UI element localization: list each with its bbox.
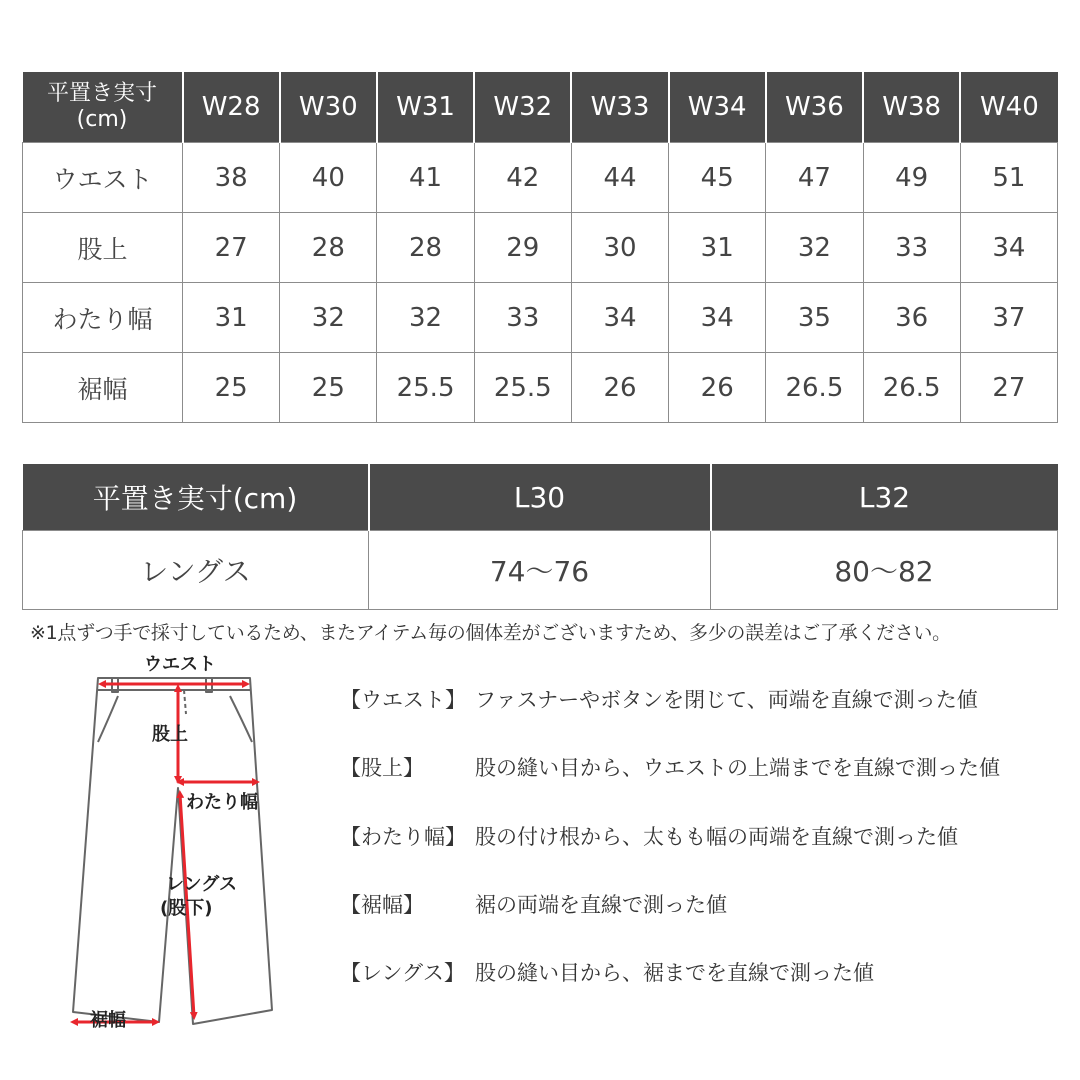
col-header: W31 (377, 72, 474, 143)
table-cell: 74〜76 (369, 531, 711, 610)
diagram-label-thigh: わたり幅 (186, 792, 258, 813)
diagram-label-inseam-sub: (股下) (160, 898, 213, 919)
row-label: レングス (23, 531, 369, 610)
col-header: L32 (711, 464, 1058, 531)
table-cell: 27 (183, 213, 280, 283)
definition-term: 【股上】 (340, 756, 424, 780)
col-header: W34 (669, 72, 766, 143)
table-cell: 51 (960, 143, 1057, 213)
definition-text: 股の付け根から、太もも幅の両端を直線で測った値 (475, 825, 958, 849)
pants-diagram (60, 650, 300, 1050)
table-cell: 26.5 (863, 353, 960, 423)
table-cell: 47 (766, 143, 863, 213)
table-cell: 41 (377, 143, 474, 213)
definition-term: 【わたり幅】 (340, 825, 466, 849)
table-cell: 31 (669, 213, 766, 283)
length-table-corner: 平置き実寸(cm) (23, 464, 369, 531)
table-cell: 44 (571, 143, 668, 213)
table-cell: 40 (280, 143, 377, 213)
table-cell: 26.5 (766, 353, 863, 423)
table-row (23, 353, 1058, 423)
table-cell: 38 (183, 143, 280, 213)
definition-term: 【レングス】 (340, 961, 465, 985)
table-cell: 35 (766, 283, 863, 353)
col-header: W30 (280, 72, 377, 143)
table-row (23, 143, 1058, 213)
table-cell: 32 (280, 283, 377, 353)
diagram-label-inseam: レングス (166, 874, 238, 895)
definition-text: 股の縫い目から、ウエストの上端までを直線で測った値 (475, 756, 1000, 780)
col-header: W32 (474, 72, 571, 143)
table-cell: 34 (669, 283, 766, 353)
diagram-label-rise: 股上 (152, 724, 188, 745)
table-row (23, 531, 1058, 610)
table-row (23, 213, 1058, 283)
length-table-header (23, 464, 1058, 531)
table-cell: 25 (280, 353, 377, 423)
diagram-label-hem: 裾幅 (90, 1010, 126, 1031)
table-cell: 37 (960, 283, 1057, 353)
table-cell: 28 (377, 213, 474, 283)
row-label: 裾幅 (23, 353, 183, 423)
table-cell: 27 (960, 353, 1057, 423)
table-cell: 25.5 (474, 353, 571, 423)
table-cell: 26 (669, 353, 766, 423)
disclaimer-note: ※1点ずつ手で採寸しているため、またアイテム毎の個体差がございますため、多少の誤差はご了承ください。 (30, 622, 951, 644)
col-header: W40 (960, 72, 1057, 143)
corner-unit: (cm) (76, 107, 128, 132)
size-table-header (23, 72, 1058, 143)
definition-text: ファスナーやボタンを閉じて、両端を直線で測った値 (475, 688, 978, 712)
col-header: W38 (863, 72, 960, 143)
table-cell: 32 (377, 283, 474, 353)
table-cell: 49 (863, 143, 960, 213)
table-cell: 33 (474, 283, 571, 353)
table-cell: 33 (863, 213, 960, 283)
table-cell: 80〜82 (711, 531, 1058, 610)
col-header: W33 (571, 72, 668, 143)
definition-text: 裾の両端を直線で測った値 (475, 893, 727, 917)
corner-label: 平置き実寸 (46, 81, 157, 106)
table-cell: 32 (766, 213, 863, 283)
table-cell: 34 (960, 213, 1057, 283)
col-header: W28 (183, 72, 280, 143)
table-cell: 25.5 (377, 353, 474, 423)
col-header: W36 (766, 72, 863, 143)
table-cell: 36 (863, 283, 960, 353)
length-table (22, 464, 1058, 610)
table-cell: 29 (474, 213, 571, 283)
col-header: L30 (369, 464, 711, 531)
definition-text: 股の縫い目から、裾までを直線で測った値 (475, 961, 874, 985)
definition-term: 【裾幅】 (340, 893, 424, 917)
table-cell: 28 (280, 213, 377, 283)
row-label: ウエスト (23, 143, 183, 213)
table-cell: 42 (474, 143, 571, 213)
definition-term: 【ウエスト】 (340, 688, 466, 712)
row-label: わたり幅 (23, 283, 183, 353)
table-cell: 45 (669, 143, 766, 213)
diagram-label-waist: ウエスト (144, 654, 216, 675)
table-cell: 25 (183, 353, 280, 423)
size-table (22, 72, 1058, 423)
row-label: 股上 (23, 213, 183, 283)
table-cell: 26 (571, 353, 668, 423)
table-cell: 34 (571, 283, 668, 353)
pants-illustration (60, 650, 300, 1050)
size-table-corner (23, 72, 183, 143)
table-cell: 31 (183, 283, 280, 353)
table-row (23, 283, 1058, 353)
table-cell: 30 (571, 213, 668, 283)
